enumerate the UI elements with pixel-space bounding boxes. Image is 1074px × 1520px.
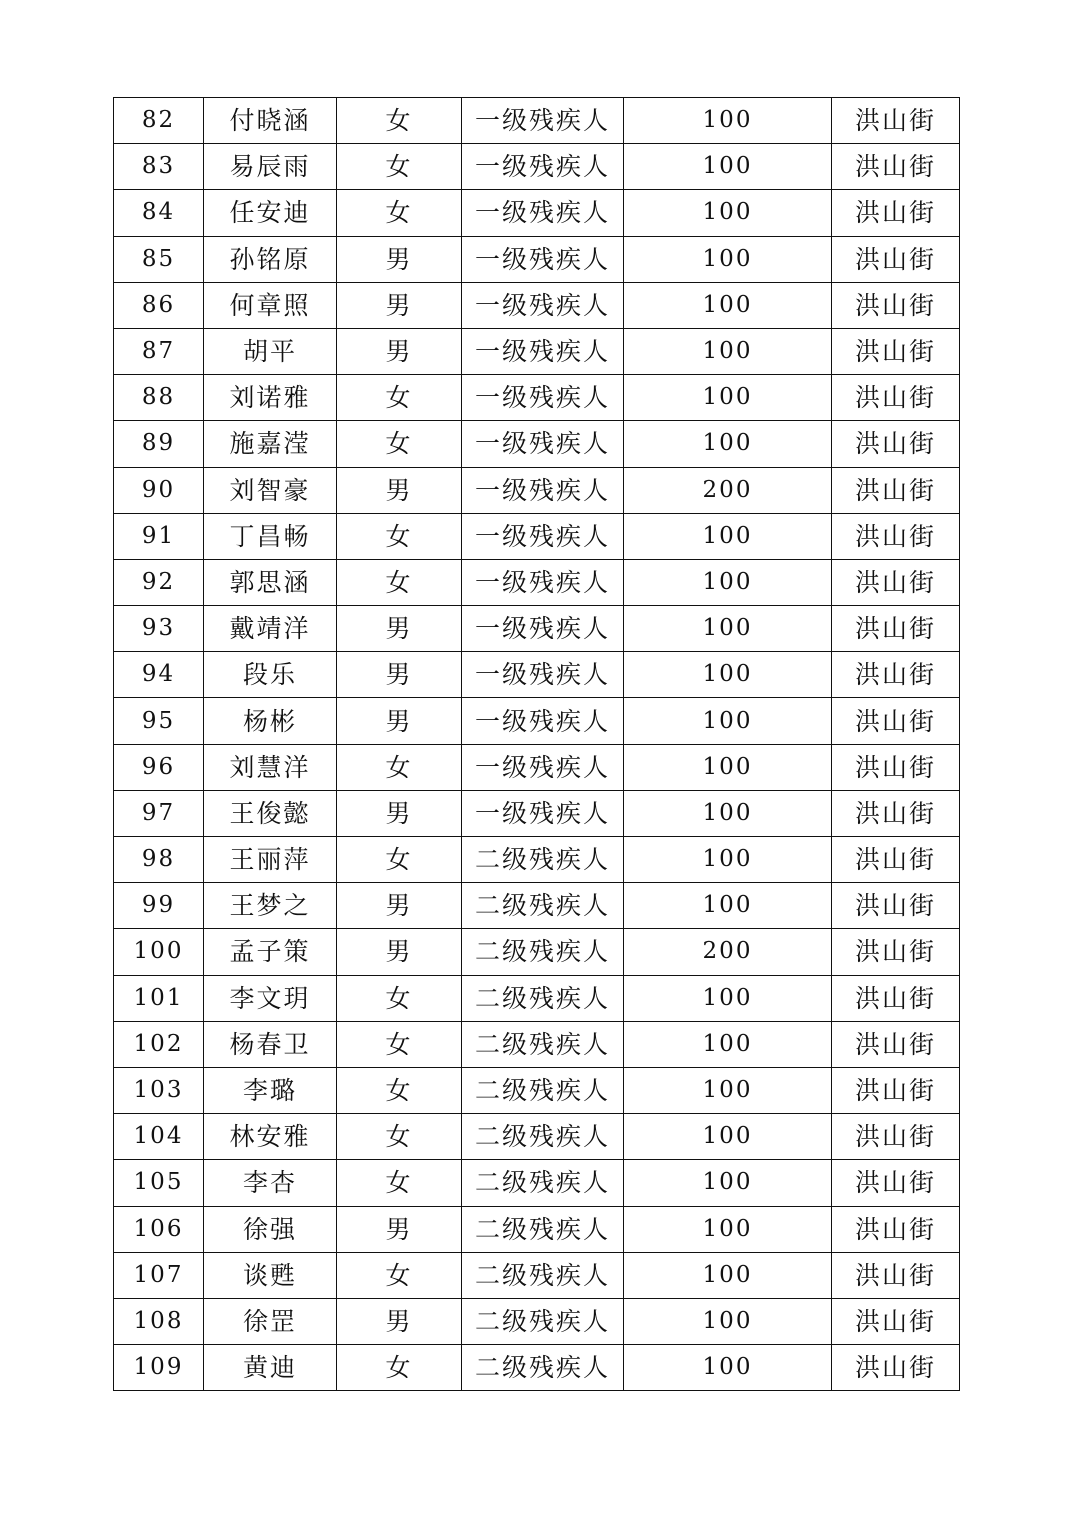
cell-disability-level: 二级残疾人 xyxy=(462,1160,624,1206)
table-row xyxy=(114,375,960,421)
cell-name: 李杏 xyxy=(204,1160,337,1206)
cell-gender: 男 xyxy=(337,328,462,374)
cell-name: 胡平 xyxy=(204,328,337,374)
cell-name: 何章照 xyxy=(204,282,337,328)
cell-street: 洪山街 xyxy=(832,144,960,190)
cell-disability-level: 一级残疾人 xyxy=(462,790,624,836)
cell-number: 105 xyxy=(114,1160,204,1206)
cell-gender: 女 xyxy=(337,1021,462,1067)
cell-number: 92 xyxy=(114,559,204,605)
cell-amount: 100 xyxy=(624,652,832,698)
cell-street: 洪山街 xyxy=(832,837,960,883)
table-row xyxy=(114,1298,960,1344)
cell-disability-level: 二级残疾人 xyxy=(462,1298,624,1344)
cell-name: 易辰雨 xyxy=(204,144,337,190)
cell-amount: 100 xyxy=(624,421,832,467)
cell-name: 王俊懿 xyxy=(204,790,337,836)
table-row xyxy=(114,1345,960,1391)
cell-gender: 女 xyxy=(337,144,462,190)
cell-gender: 女 xyxy=(337,1114,462,1160)
cell-disability-level: 一级残疾人 xyxy=(462,98,624,144)
cell-disability-level: 一级残疾人 xyxy=(462,421,624,467)
cell-disability-level: 二级残疾人 xyxy=(462,929,624,975)
cell-disability-level: 一级残疾人 xyxy=(462,559,624,605)
cell-name: 谈甦 xyxy=(204,1252,337,1298)
cell-street: 洪山街 xyxy=(832,929,960,975)
cell-amount: 100 xyxy=(624,744,832,790)
cell-gender: 男 xyxy=(337,1206,462,1252)
cell-street: 洪山街 xyxy=(832,98,960,144)
cell-disability-level: 二级残疾人 xyxy=(462,1252,624,1298)
cell-amount: 100 xyxy=(624,1298,832,1344)
cell-number: 106 xyxy=(114,1206,204,1252)
cell-amount: 100 xyxy=(624,236,832,282)
cell-name: 徐罡 xyxy=(204,1298,337,1344)
cell-street: 洪山街 xyxy=(832,1021,960,1067)
cell-amount: 100 xyxy=(624,282,832,328)
cell-amount: 100 xyxy=(624,559,832,605)
cell-number: 101 xyxy=(114,975,204,1021)
cell-number: 104 xyxy=(114,1114,204,1160)
cell-number: 93 xyxy=(114,606,204,652)
cell-amount: 100 xyxy=(624,883,832,929)
cell-number: 103 xyxy=(114,1067,204,1113)
cell-street: 洪山街 xyxy=(832,513,960,559)
cell-name: 刘诺雅 xyxy=(204,375,337,421)
cell-amount: 100 xyxy=(624,98,832,144)
cell-street: 洪山街 xyxy=(832,282,960,328)
cell-disability-level: 二级残疾人 xyxy=(462,883,624,929)
cell-gender: 男 xyxy=(337,1298,462,1344)
cell-street: 洪山街 xyxy=(832,790,960,836)
table-row xyxy=(114,236,960,282)
cell-amount: 100 xyxy=(624,190,832,236)
cell-gender: 女 xyxy=(337,1252,462,1298)
table-row xyxy=(114,144,960,190)
roster-body xyxy=(114,98,960,1391)
table-row xyxy=(114,328,960,374)
cell-disability-level: 一级残疾人 xyxy=(462,467,624,513)
cell-amount: 200 xyxy=(624,467,832,513)
cell-amount: 100 xyxy=(624,837,832,883)
roster-table xyxy=(113,97,960,1391)
cell-number: 108 xyxy=(114,1298,204,1344)
cell-street: 洪山街 xyxy=(832,883,960,929)
cell-number: 83 xyxy=(114,144,204,190)
cell-name: 李文玥 xyxy=(204,975,337,1021)
cell-disability-level: 一级残疾人 xyxy=(462,190,624,236)
cell-amount: 100 xyxy=(624,1345,832,1391)
cell-name: 刘慧洋 xyxy=(204,744,337,790)
cell-street: 洪山街 xyxy=(832,1252,960,1298)
cell-gender: 女 xyxy=(337,1067,462,1113)
cell-number: 97 xyxy=(114,790,204,836)
cell-name: 李璐 xyxy=(204,1067,337,1113)
cell-name: 戴靖洋 xyxy=(204,606,337,652)
cell-street: 洪山街 xyxy=(832,1160,960,1206)
table-row xyxy=(114,744,960,790)
cell-name: 孙铭原 xyxy=(204,236,337,282)
cell-name: 徐强 xyxy=(204,1206,337,1252)
cell-amount: 100 xyxy=(624,1114,832,1160)
cell-street: 洪山街 xyxy=(832,652,960,698)
cell-disability-level: 二级残疾人 xyxy=(462,1345,624,1391)
cell-name: 黄迪 xyxy=(204,1345,337,1391)
table-row xyxy=(114,282,960,328)
cell-name: 段乐 xyxy=(204,652,337,698)
table-row xyxy=(114,421,960,467)
table-row xyxy=(114,190,960,236)
cell-number: 89 xyxy=(114,421,204,467)
cell-number: 100 xyxy=(114,929,204,975)
cell-disability-level: 一级残疾人 xyxy=(462,236,624,282)
cell-street: 洪山街 xyxy=(832,328,960,374)
cell-name: 郭思涵 xyxy=(204,559,337,605)
table-row xyxy=(114,652,960,698)
cell-street: 洪山街 xyxy=(832,698,960,744)
cell-street: 洪山街 xyxy=(832,467,960,513)
cell-disability-level: 一级残疾人 xyxy=(462,328,624,374)
cell-name: 王梦之 xyxy=(204,883,337,929)
table-row xyxy=(114,1160,960,1206)
cell-gender: 男 xyxy=(337,606,462,652)
table-row xyxy=(114,1252,960,1298)
table-row xyxy=(114,883,960,929)
cell-number: 109 xyxy=(114,1345,204,1391)
cell-gender: 女 xyxy=(337,421,462,467)
cell-disability-level: 二级残疾人 xyxy=(462,1067,624,1113)
cell-gender: 女 xyxy=(337,744,462,790)
cell-name: 施嘉滢 xyxy=(204,421,337,467)
cell-street: 洪山街 xyxy=(832,236,960,282)
cell-gender: 女 xyxy=(337,559,462,605)
cell-street: 洪山街 xyxy=(832,1067,960,1113)
cell-street: 洪山街 xyxy=(832,1345,960,1391)
cell-gender: 男 xyxy=(337,698,462,744)
cell-disability-level: 二级残疾人 xyxy=(462,1114,624,1160)
cell-gender: 男 xyxy=(337,282,462,328)
table-row xyxy=(114,606,960,652)
cell-name: 杨彬 xyxy=(204,698,337,744)
cell-amount: 100 xyxy=(624,606,832,652)
cell-disability-level: 二级残疾人 xyxy=(462,1206,624,1252)
table-row xyxy=(114,1206,960,1252)
cell-disability-level: 一级残疾人 xyxy=(462,513,624,559)
cell-disability-level: 一级残疾人 xyxy=(462,282,624,328)
cell-amount: 100 xyxy=(624,1206,832,1252)
table-row xyxy=(114,513,960,559)
cell-amount: 100 xyxy=(624,975,832,1021)
cell-gender: 女 xyxy=(337,1345,462,1391)
cell-amount: 100 xyxy=(624,375,832,421)
table-row xyxy=(114,929,960,975)
cell-street: 洪山街 xyxy=(832,421,960,467)
cell-gender: 女 xyxy=(337,98,462,144)
cell-amount: 100 xyxy=(624,1021,832,1067)
cell-gender: 女 xyxy=(337,190,462,236)
table-row xyxy=(114,559,960,605)
cell-number: 107 xyxy=(114,1252,204,1298)
cell-street: 洪山街 xyxy=(832,1114,960,1160)
cell-disability-level: 一级残疾人 xyxy=(462,744,624,790)
cell-amount: 100 xyxy=(624,513,832,559)
table-row xyxy=(114,698,960,744)
table-row xyxy=(114,1114,960,1160)
cell-amount: 100 xyxy=(624,1160,832,1206)
cell-number: 85 xyxy=(114,236,204,282)
cell-name: 林安雅 xyxy=(204,1114,337,1160)
cell-number: 88 xyxy=(114,375,204,421)
cell-disability-level: 二级残疾人 xyxy=(462,837,624,883)
cell-number: 98 xyxy=(114,837,204,883)
cell-name: 孟子策 xyxy=(204,929,337,975)
cell-gender: 男 xyxy=(337,467,462,513)
cell-disability-level: 一级残疾人 xyxy=(462,652,624,698)
cell-name: 丁昌畅 xyxy=(204,513,337,559)
cell-street: 洪山街 xyxy=(832,1206,960,1252)
cell-amount: 100 xyxy=(624,1252,832,1298)
cell-number: 94 xyxy=(114,652,204,698)
cell-street: 洪山街 xyxy=(832,559,960,605)
cell-amount: 200 xyxy=(624,929,832,975)
cell-disability-level: 一级残疾人 xyxy=(462,606,624,652)
table-row xyxy=(114,467,960,513)
cell-street: 洪山街 xyxy=(832,606,960,652)
cell-amount: 100 xyxy=(624,144,832,190)
cell-number: 84 xyxy=(114,190,204,236)
cell-name: 任安迪 xyxy=(204,190,337,236)
cell-number: 91 xyxy=(114,513,204,559)
cell-gender: 男 xyxy=(337,236,462,282)
table-row xyxy=(114,837,960,883)
table-row xyxy=(114,975,960,1021)
table-row xyxy=(114,1067,960,1113)
table-row xyxy=(114,790,960,836)
cell-gender: 男 xyxy=(337,883,462,929)
cell-number: 82 xyxy=(114,98,204,144)
cell-gender: 女 xyxy=(337,1160,462,1206)
cell-gender: 女 xyxy=(337,837,462,883)
cell-amount: 100 xyxy=(624,328,832,374)
cell-name: 王丽萍 xyxy=(204,837,337,883)
cell-amount: 100 xyxy=(624,790,832,836)
cell-street: 洪山街 xyxy=(832,975,960,1021)
cell-number: 99 xyxy=(114,883,204,929)
table-row xyxy=(114,1021,960,1067)
cell-name: 付晓涵 xyxy=(204,98,337,144)
cell-gender: 女 xyxy=(337,513,462,559)
cell-street: 洪山街 xyxy=(832,1298,960,1344)
cell-gender: 男 xyxy=(337,929,462,975)
cell-gender: 女 xyxy=(337,375,462,421)
cell-amount: 100 xyxy=(624,698,832,744)
cell-number: 86 xyxy=(114,282,204,328)
cell-gender: 女 xyxy=(337,975,462,1021)
cell-name: 杨春卫 xyxy=(204,1021,337,1067)
cell-disability-level: 二级残疾人 xyxy=(462,975,624,1021)
cell-street: 洪山街 xyxy=(832,375,960,421)
cell-number: 102 xyxy=(114,1021,204,1067)
cell-disability-level: 一级残疾人 xyxy=(462,144,624,190)
cell-street: 洪山街 xyxy=(832,190,960,236)
cell-number: 95 xyxy=(114,698,204,744)
cell-disability-level: 一级残疾人 xyxy=(462,375,624,421)
cell-disability-level: 一级残疾人 xyxy=(462,698,624,744)
cell-amount: 100 xyxy=(624,1067,832,1113)
cell-disability-level: 二级残疾人 xyxy=(462,1021,624,1067)
cell-number: 90 xyxy=(114,467,204,513)
table-row xyxy=(114,98,960,144)
cell-number: 96 xyxy=(114,744,204,790)
cell-gender: 男 xyxy=(337,790,462,836)
cell-name: 刘智豪 xyxy=(204,467,337,513)
cell-gender: 男 xyxy=(337,652,462,698)
cell-number: 87 xyxy=(114,328,204,374)
cell-street: 洪山街 xyxy=(832,744,960,790)
